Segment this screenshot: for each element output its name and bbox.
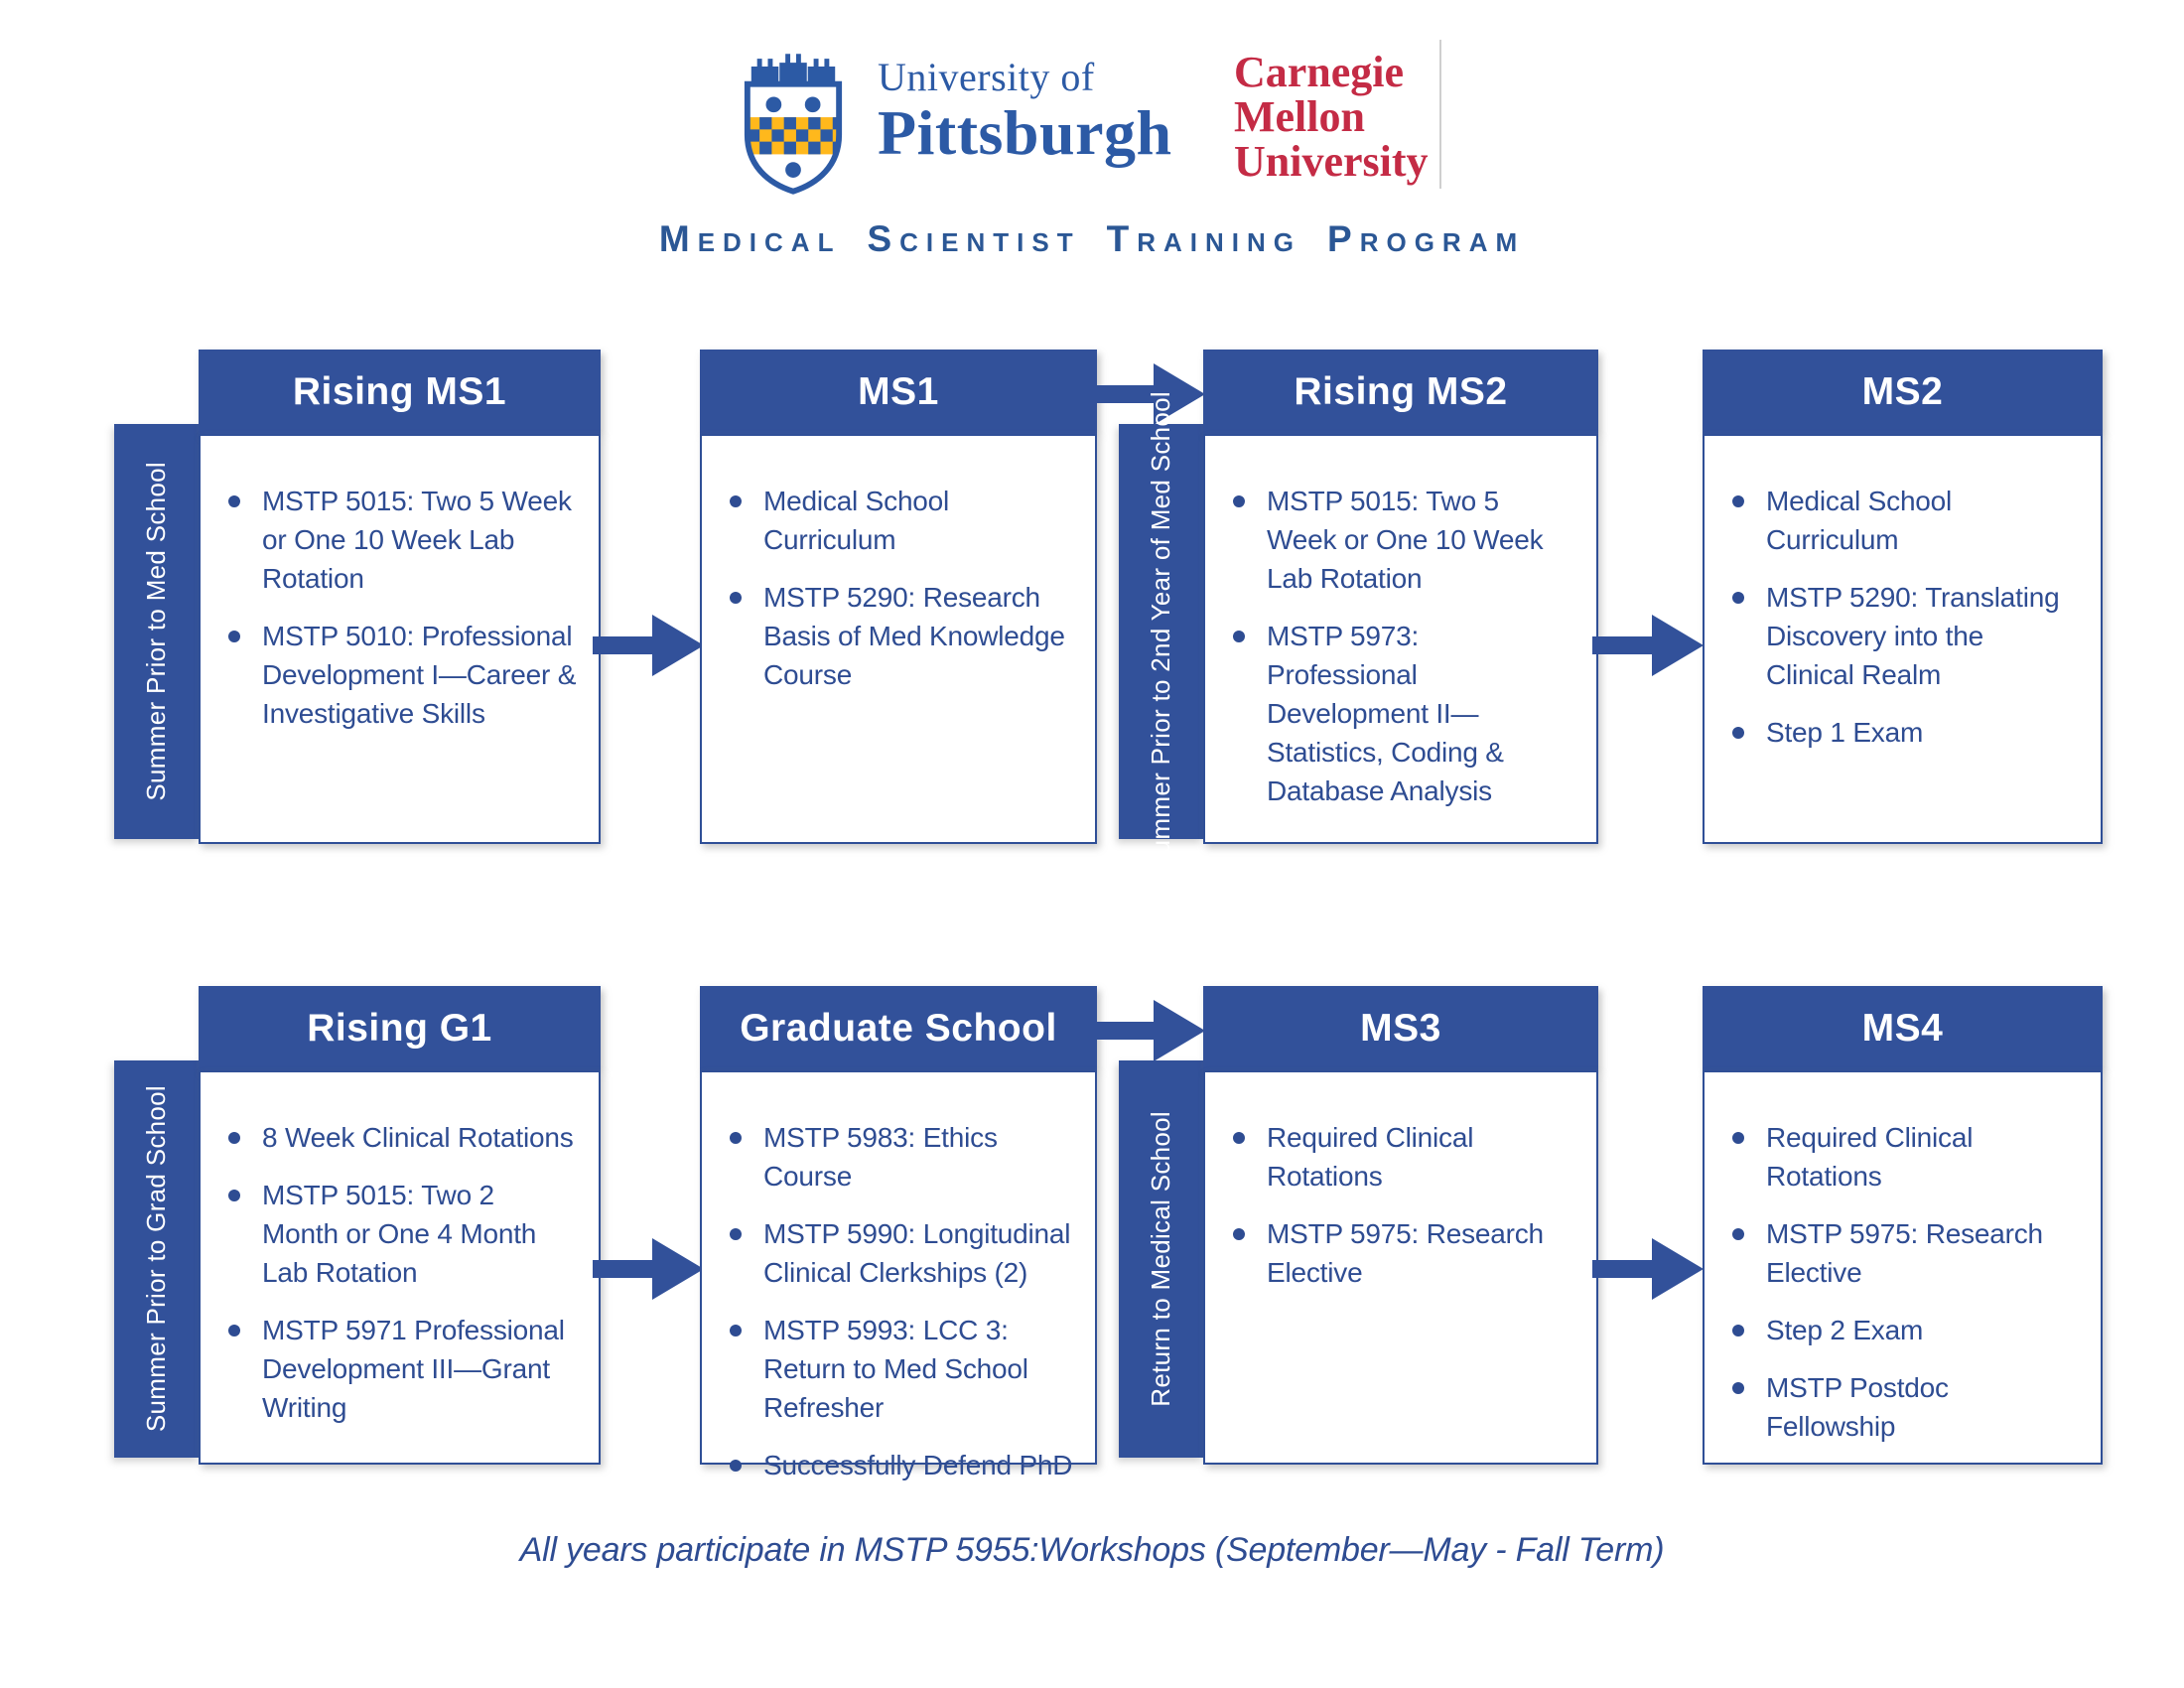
stage-header-graduate-school (700, 986, 1097, 1070)
course-text: MSTP 5971 Professional Development III—Grant Writing (262, 1315, 565, 1423)
bullet-dot-icon (1233, 495, 1245, 507)
course-text: Step 1 Exam (1766, 717, 1924, 748)
course-item (1225, 1214, 1574, 1292)
bullet-dot-icon (1732, 1325, 1744, 1336)
bullet-dot-icon (228, 1325, 240, 1336)
stage-body-ms4 (1703, 1070, 2103, 1465)
stage-body-rising-g1 (199, 1070, 601, 1465)
bullet-dot-icon (730, 1460, 742, 1472)
flow-arrow-right-icon (1592, 1236, 1704, 1302)
course-text: MSTP 5290: Translating Discovery into the Clinical Realm (1766, 582, 2060, 690)
course-item (722, 578, 1073, 694)
stage-title: MS1 (858, 369, 939, 413)
cmu-wordmark-line1: Carnegie (1234, 48, 1405, 96)
bullet-dot-icon (1732, 1132, 1744, 1144)
course-item (722, 1118, 1073, 1196)
course-item (1724, 1214, 2079, 1292)
stage-title: Graduate School (740, 1006, 1057, 1050)
pitt-wordmark (878, 55, 1172, 168)
flow-arrow-right-icon (593, 613, 704, 678)
course-item (722, 1311, 1073, 1427)
stage-title: Rising G1 (307, 1006, 492, 1050)
bullet-dot-icon (1233, 1228, 1245, 1240)
bullet-dot-icon (1233, 631, 1245, 642)
course-text: Medical School Curriculum (763, 486, 950, 555)
stage-header-ms2 (1703, 350, 2103, 434)
course-item (220, 617, 577, 733)
stage-header-rising-ms2 (1203, 350, 1598, 434)
course-item (220, 482, 577, 598)
bullet-dot-icon (1732, 1228, 1744, 1240)
bullet-dot-icon (730, 1132, 742, 1144)
course-text: Required Clinical Rotations (1766, 1122, 1974, 1192)
course-text: MSTP 5015: Two 5 Week or One 10 Week Lab Rotation (1267, 486, 1544, 594)
stage-title: MS3 (1360, 1006, 1441, 1050)
stage-body-graduate-school (700, 1070, 1097, 1480)
program-title-word: SCIENTIST (867, 218, 1081, 259)
bullet-dot-icon (1233, 1132, 1245, 1144)
program-title-word: TRAINING (1106, 218, 1301, 259)
course-text: MSTP 5015: Two 5 Week or One 10 Week Lab Rotation (262, 486, 572, 594)
course-text: MSTP 5983: Ethics Course (763, 1122, 998, 1192)
course-text: MSTP 5990: Longitudinal Clinical Clerkships (2) (763, 1218, 1071, 1288)
bullet-dot-icon (730, 495, 742, 507)
stage-title: MS2 (1861, 369, 1944, 413)
cmu-wordmark-line3: University (1234, 137, 1429, 186)
program-title-word: MEDICAL (658, 218, 842, 259)
course-item (220, 1118, 577, 1157)
course-item (1724, 482, 2079, 559)
sidebar-label: Summer Prior to Med School (141, 462, 171, 801)
program-title (0, 218, 2184, 260)
sidebar-summer-prior-to-med-school (114, 424, 199, 839)
workshops-note: All years participate in MSTP 5955:Workshops (September—May - Fall Term) (519, 1531, 1665, 1569)
bullet-dot-icon (1732, 727, 1744, 739)
bullet-dot-icon (730, 1228, 742, 1240)
course-text: MSTP 5993: LCC 3: Return to Med School Refresher (763, 1315, 1028, 1423)
pitt-wordmark-line2: Pittsburgh (878, 97, 1172, 168)
course-text: MSTP Postdoc Fellowship (1766, 1372, 1949, 1442)
stage-header-ms1 (700, 350, 1097, 434)
course-item (220, 1176, 577, 1292)
bullet-dot-icon (228, 1132, 240, 1144)
sidebar-label: Summer Prior to 2nd Year of Med School (1146, 391, 1175, 872)
stage-title: Rising MS2 (1294, 369, 1508, 413)
stage-body-ms1 (700, 434, 1097, 844)
stage-body-rising-ms1 (199, 434, 601, 844)
course-text: Successfully Defend PhD (763, 1450, 1073, 1480)
course-item (1225, 617, 1574, 810)
course-text: MSTP 5973: Professional Development II—Statistics, Coding & Database Analysis (1267, 621, 1504, 806)
course-text: MSTP 5010: Professional Development I—Career & Investigative Skills (262, 621, 577, 729)
cmu-wordmark (1234, 50, 1429, 184)
bullet-dot-icon (228, 1190, 240, 1201)
stage-title: MS4 (1861, 1006, 1944, 1050)
stage-header-rising-g1 (199, 986, 601, 1070)
course-item (1724, 1118, 2079, 1196)
course-item (1724, 1368, 2079, 1446)
course-text: MSTP 5975: Research Elective (1267, 1218, 1544, 1288)
sidebar-summer-prior-to-grad-school (114, 1060, 199, 1458)
course-item (722, 1446, 1073, 1484)
course-text: Required Clinical Rotations (1267, 1122, 1474, 1192)
sidebar-summer-prior-to-2nd-year (1119, 391, 1203, 872)
course-item (220, 1311, 577, 1427)
pitt-wordmark-line1: University of (878, 55, 1095, 99)
course-item (722, 482, 1073, 559)
course-item (1225, 482, 1574, 598)
sidebar-return-to-medical-school (1119, 1060, 1203, 1458)
stage-header-ms4 (1703, 986, 2103, 1070)
flow-arrow-right-icon (1094, 998, 1205, 1063)
course-item (1225, 1118, 1574, 1196)
flow-arrow-right-icon (1592, 613, 1704, 678)
course-item (1724, 1311, 2079, 1349)
sidebar-label: Return to Medical School (1146, 1111, 1175, 1407)
stage-body-rising-ms2 (1203, 434, 1598, 844)
sidebar-label: Summer Prior to Grad School (141, 1085, 171, 1433)
bullet-dot-icon (228, 631, 240, 642)
stage-body-ms2 (1703, 434, 2103, 844)
stage-body-ms3 (1203, 1070, 1598, 1465)
course-text: MSTP 5975: Research Elective (1766, 1218, 2043, 1288)
course-text: MSTP 5290: Research Basis of Med Knowledge Course (763, 582, 1065, 690)
pitt-shield-logo-icon (740, 48, 847, 197)
stage-header-ms3 (1203, 986, 1598, 1070)
bullet-dot-icon (730, 1325, 742, 1336)
course-item (1724, 713, 2079, 752)
course-item (1724, 578, 2079, 694)
course-item (722, 1214, 1073, 1292)
bullet-dot-icon (1732, 495, 1744, 507)
bullet-dot-icon (1732, 1382, 1744, 1394)
bullet-dot-icon (228, 495, 240, 507)
flow-arrow-right-icon (593, 1236, 704, 1302)
logo-divider (1439, 40, 1441, 189)
course-text: MSTP 5015: Two 2 Month or One 4 Month Lab Rotation (262, 1180, 537, 1288)
course-text: Step 2 Exam (1766, 1315, 1924, 1345)
course-text: Medical School Curriculum (1766, 486, 1953, 555)
course-text: 8 Week Clinical Rotations (262, 1122, 574, 1153)
bullet-dot-icon (1732, 592, 1744, 604)
bullet-dot-icon (730, 592, 742, 604)
stage-header-rising-ms1 (199, 350, 601, 434)
cmu-wordmark-line2: Mellon (1234, 92, 1365, 141)
stage-title: Rising MS1 (292, 369, 507, 413)
program-title-word: PROGRAM (1327, 218, 1526, 259)
